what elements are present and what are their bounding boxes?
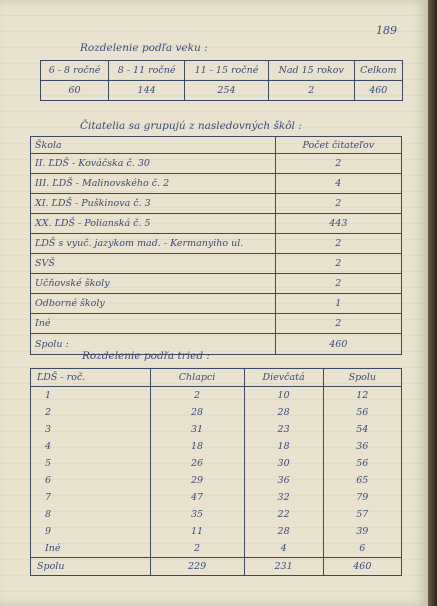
- grade-cell: 3: [31, 421, 151, 438]
- grade-cell: 9: [31, 523, 151, 540]
- age-header-cell: 11 - 15 ročné: [185, 61, 269, 81]
- total-cell: 39: [323, 523, 401, 540]
- school-name: XX. ĽDŠ - Polianská č. 5: [31, 214, 276, 234]
- grade-cell: 8: [31, 506, 151, 523]
- table-row: [31, 294, 402, 314]
- grades-header-girls: Dievčatá: [244, 369, 323, 387]
- table-row: [31, 540, 402, 558]
- grades-total-girls: 231: [244, 558, 323, 576]
- grade-cell: 1: [31, 387, 151, 405]
- school-count: 443: [275, 214, 401, 234]
- grade-cell: Iné: [31, 540, 151, 558]
- table-row: [31, 154, 402, 174]
- boys-cell: 2: [150, 540, 244, 558]
- total-cell: 65: [323, 472, 401, 489]
- school-count: 4: [275, 174, 401, 194]
- table-row: [31, 387, 402, 405]
- boys-cell: 11: [150, 523, 244, 540]
- grade-cell: 4: [31, 438, 151, 455]
- grades-total-row: [31, 558, 402, 576]
- page-number: 189: [376, 24, 397, 37]
- total-cell: 79: [323, 489, 401, 506]
- table-row: [31, 174, 402, 194]
- school-name: II. ĽDŠ - Kováčska č. 30: [31, 154, 276, 174]
- table-row: [31, 194, 402, 214]
- grades-total-label: Spolu: [31, 558, 151, 576]
- girls-cell: 18: [244, 438, 323, 455]
- boys-cell: 26: [150, 455, 244, 472]
- age-table-header-row: [41, 61, 403, 81]
- girls-cell: 32: [244, 489, 323, 506]
- boys-cell: 28: [150, 404, 244, 421]
- table-row: [31, 506, 402, 523]
- boys-cell: 18: [150, 438, 244, 455]
- table-row: [31, 274, 402, 294]
- boys-cell: 29: [150, 472, 244, 489]
- schools-total-label: Spolu :: [31, 334, 276, 355]
- grades-table: [30, 368, 402, 576]
- age-value-cell: 254: [185, 81, 269, 101]
- table-row: [31, 523, 402, 540]
- table-row: [31, 234, 402, 254]
- table-row: [31, 421, 402, 438]
- schools-header-row: [31, 137, 402, 154]
- school-name: XI. ĽDŠ - Puškinova č. 3: [31, 194, 276, 214]
- grades-total-boys: 229: [150, 558, 244, 576]
- age-header-cell: 8 - 11 ročné: [109, 61, 185, 81]
- grades-header-row: [31, 369, 402, 387]
- table-row: [31, 455, 402, 472]
- grade-cell: 7: [31, 489, 151, 506]
- age-value-cell: 60: [41, 81, 109, 101]
- total-cell: 54: [323, 421, 401, 438]
- age-header-cell: Celkom: [354, 61, 402, 81]
- girls-cell: 28: [244, 523, 323, 540]
- girls-cell: 23: [244, 421, 323, 438]
- table-row: [31, 254, 402, 274]
- age-header-cell: 6 - 8 ročné: [41, 61, 109, 81]
- total-cell: 56: [323, 404, 401, 421]
- table-row: [31, 489, 402, 506]
- school-name: Iné: [31, 314, 276, 334]
- school-count: 1: [275, 294, 401, 314]
- total-cell: 36: [323, 438, 401, 455]
- school-name: Odborné školy: [31, 294, 276, 314]
- grade-cell: 6: [31, 472, 151, 489]
- age-value-cell: 2: [268, 81, 354, 101]
- table-row: [31, 214, 402, 234]
- girls-cell: 22: [244, 506, 323, 523]
- school-name: III. ĽDŠ - Malinovského č. 2: [31, 174, 276, 194]
- schools-total-value: 460: [275, 334, 401, 355]
- school-count: 2: [275, 154, 401, 174]
- table-row: [31, 472, 402, 489]
- age-header-cell: Nad 15 rokov: [268, 61, 354, 81]
- total-cell: 6: [323, 540, 401, 558]
- school-count: 2: [275, 234, 401, 254]
- table-row: [31, 314, 402, 334]
- grades-header-grade: ĽDŠ - roč.: [31, 369, 151, 387]
- school-count: 2: [275, 194, 401, 214]
- grade-cell: 5: [31, 455, 151, 472]
- schools-header-school: Škola: [31, 137, 276, 154]
- school-count: 2: [275, 274, 401, 294]
- grade-cell: 2: [31, 404, 151, 421]
- school-name: Učňovské školy: [31, 274, 276, 294]
- age-value-cell: 144: [109, 81, 185, 101]
- grades-total-all: 460: [323, 558, 401, 576]
- schools-header-count: Počet čitateľov: [275, 137, 401, 154]
- age-table: [40, 60, 403, 101]
- school-count: 2: [275, 314, 401, 334]
- age-table-value-row: [41, 81, 403, 101]
- boys-cell: 31: [150, 421, 244, 438]
- age-value-cell: 460: [354, 81, 402, 101]
- girls-cell: 28: [244, 404, 323, 421]
- schools-table: [30, 136, 402, 355]
- grades-header-boys: Chlapci: [150, 369, 244, 387]
- boys-cell: 2: [150, 387, 244, 405]
- girls-cell: 10: [244, 387, 323, 405]
- girls-cell: 4: [244, 540, 323, 558]
- total-cell: 56: [323, 455, 401, 472]
- grades-section-title: Rozdelenie podľa tried :: [82, 350, 210, 362]
- total-cell: 12: [323, 387, 401, 405]
- schools-section-title: Čitatelia sa grupujú z nasledovných škôl :: [80, 120, 302, 132]
- girls-cell: 36: [244, 472, 323, 489]
- age-section-title: Rozdelenie podľa veku :: [80, 42, 208, 54]
- school-count: 2: [275, 254, 401, 274]
- school-name: ĽDŠ s vyuč. jazykom mad. - Kermanyiho ul.: [31, 234, 276, 254]
- boys-cell: 47: [150, 489, 244, 506]
- table-row: [31, 404, 402, 421]
- table-row: [31, 438, 402, 455]
- school-name: SVŠ: [31, 254, 276, 274]
- book-spine: [428, 0, 437, 606]
- boys-cell: 35: [150, 506, 244, 523]
- girls-cell: 30: [244, 455, 323, 472]
- total-cell: 57: [323, 506, 401, 523]
- grades-header-total: Spolu: [323, 369, 401, 387]
